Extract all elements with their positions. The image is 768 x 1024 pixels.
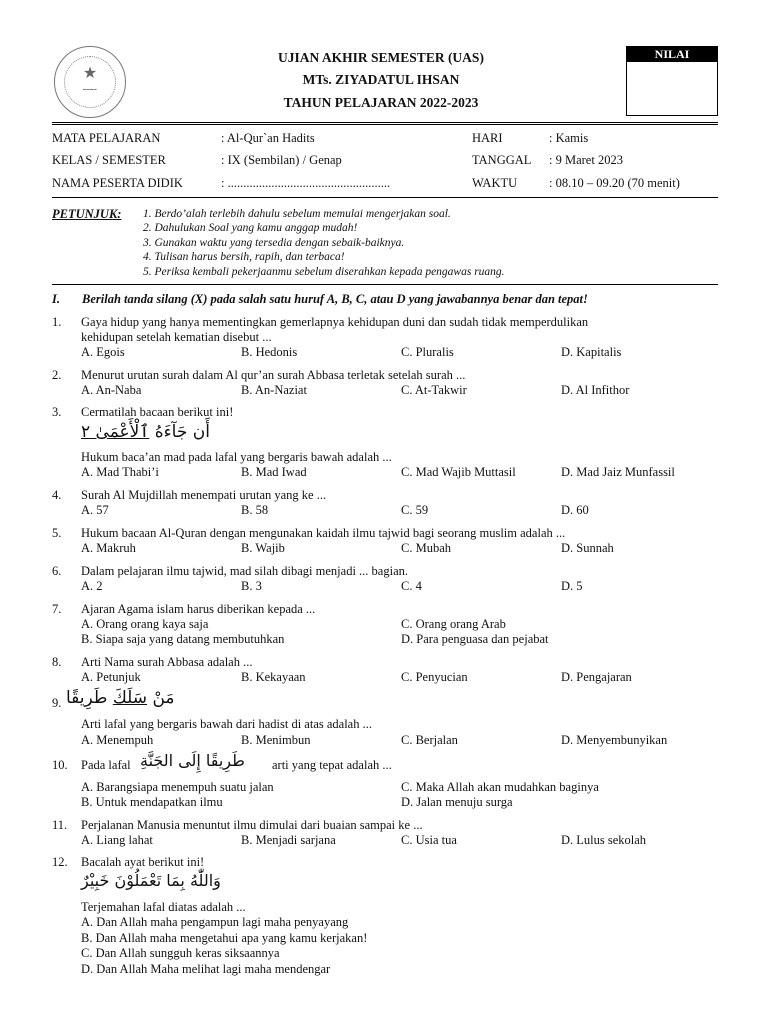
date-label: TANGGAL — [472, 153, 532, 167]
option-b[interactable]: B. Siapa saja yang datang membutuhkan — [81, 632, 285, 646]
instruction-item: 5. Periksa kembali pekerjaanmu sebelum diserahkan kepada pengawas ruang. — [143, 266, 505, 278]
section-instruction: Berilah tanda silang (X) pada salah satu huruf A, B, C, atau D yang jawabannya benar dan tepat! — [82, 292, 588, 306]
section-number: I. — [52, 292, 60, 306]
exam-title: UJIAN AKHIR SEMESTER (UAS) — [278, 50, 484, 65]
question-text-cont: kehidupan setelah kematian disebut ... — [81, 330, 272, 344]
question-text: Hukum bacaan Al-Quran dengan mengunakan kaidah ilmu tajwid bagi seorang muslim adalah ... — [81, 526, 566, 540]
day-value: : Kamis — [549, 131, 589, 145]
option-d[interactable]: D. Jalan menuju surga — [401, 795, 513, 809]
option-c[interactable]: C. 4 — [401, 579, 422, 593]
option-c[interactable]: C. Orang orang Arab — [401, 617, 506, 631]
score-box[interactable] — [626, 46, 718, 116]
day-label: HARI — [472, 131, 503, 145]
question-text: Arti lafal yang bergaris bawah dari hadist di atas adalah ... — [81, 717, 372, 731]
option-c[interactable]: C. Mad Wajib Muttasil — [401, 465, 516, 479]
question-text: Ajaran Agama islam harus diberikan kepada ... — [81, 602, 316, 616]
question-text: Dalam pelajaran ilmu tajwid, mad silah dibagi menjadi ... bagian. — [81, 564, 408, 578]
option-c[interactable]: C. Mubah — [401, 541, 451, 555]
question-text: Cermatilah bacaan berikut ini! — [81, 405, 234, 419]
option-a[interactable]: A. Egois — [81, 345, 125, 359]
option-a[interactable]: A. Petunjuk — [81, 670, 141, 684]
option-c[interactable]: C. At-Takwir — [401, 383, 467, 397]
score-box-label: NILAI — [627, 47, 717, 62]
student-name-field[interactable]: : .................................................... — [221, 176, 391, 190]
option-b[interactable]: B. Wajib — [241, 541, 285, 555]
question-text-cont: arti yang tepat adalah ... — [272, 758, 392, 772]
option-d[interactable]: D. Sunnah — [561, 541, 614, 555]
time-label: WAKTU — [472, 176, 518, 190]
question-text: Bacalah ayat berikut ini! — [81, 855, 205, 869]
arabic-verse — [81, 421, 210, 442]
question-number: 2. — [52, 368, 62, 382]
arabic-verse: وَاللّٰهُ بِمَا تَعْمَلُوْنَ خَبِيْرٌ — [81, 871, 221, 890]
question-text-cont: Terjemahan lafal diatas adalah ... — [81, 900, 246, 914]
option-d[interactable]: D. Al Infithor — [561, 383, 630, 397]
question-text: Arti Nama surah Abbasa adalah ... — [81, 655, 253, 669]
question-text: Menurut urutan surah dalam Al qur’an surah Abbasa terletak setelah surah ... — [81, 368, 466, 382]
option-b[interactable]: B. Menjadi sarjana — [241, 833, 336, 847]
option-c[interactable]: C. Maka Allah akan mudahkan baginya — [401, 780, 599, 794]
option-b[interactable]: B. Hedonis — [241, 345, 298, 359]
option-a[interactable]: A. Menempuh — [81, 733, 154, 747]
class-label: KELAS / SEMESTER — [52, 153, 166, 167]
option-d[interactable]: D. 5 — [561, 579, 583, 593]
option-d[interactable]: D. Mad Jaiz Munfassil — [561, 465, 675, 479]
option-d[interactable]: D. Para penguasa dan pejabat — [401, 632, 549, 646]
option-a[interactable]: A. Mad Thabi’i — [81, 465, 159, 479]
academic-year: TAHUN PELAJARAN 2022-2023 — [283, 95, 479, 110]
question-number: 5. — [52, 526, 62, 540]
question-text: Perjalanan Manusia menuntut ilmu dimulai dari buaian sampai ke ... — [81, 818, 423, 832]
option-d[interactable]: D. Kapitalis — [561, 345, 622, 359]
option-c[interactable]: C. Penyucian — [401, 670, 468, 684]
class-value: : IX (Sembilan) / Genap — [221, 153, 342, 167]
option-d[interactable]: D. Lulus sekolah — [561, 833, 647, 847]
option-b[interactable]: B. Dan Allah maha mengetahui apa yang kamu kerjakan! — [81, 931, 368, 945]
question-number: 6. — [52, 564, 62, 578]
question-number: 3. — [52, 405, 62, 419]
time-value: : 08.10 – 09.20 (70 menit) — [549, 176, 680, 190]
option-a[interactable]: A. Liang lahat — [81, 833, 153, 847]
arabic-hadith — [66, 688, 174, 708]
arabic-word-underlined: سَلَكَ — [112, 688, 148, 708]
option-b[interactable]: B. 3 — [241, 579, 262, 593]
subject-label: MATA PELAJARAN — [52, 131, 161, 145]
option-a[interactable]: A. 2 — [81, 579, 103, 593]
instruction-item: 2. Dahulukan Soal yang kamu anggap mudah! — [143, 222, 358, 234]
option-a[interactable]: A. An-Naba — [81, 383, 142, 397]
question-text: Pada lafal — [81, 758, 131, 772]
question-text: Gaya hidup yang hanya mementingkan gemerlapnya kehidupan duni dan sudah tidak memperdulikan — [81, 315, 589, 329]
question-number: 11. — [52, 818, 68, 832]
arabic-word: طَرِيقًا — [66, 688, 108, 708]
subject-value: : Al-Qur`an Hadits — [221, 131, 315, 145]
option-a[interactable]: A. 57 — [81, 503, 109, 517]
option-b[interactable]: B. Kekayaan — [241, 670, 306, 684]
question-text-cont: Hukum baca’an mad pada lafal yang bergaris bawah adalah ... — [81, 450, 392, 464]
arabic-word: مَنْ — [152, 688, 175, 708]
question-number: 8. — [52, 655, 62, 669]
header-divider — [52, 122, 718, 128]
question-number: 7. — [52, 602, 62, 616]
instructions-label: PETUNJUK: — [52, 207, 122, 221]
date-value: : 9 Maret 2023 — [549, 153, 623, 167]
question-number: 9. — [52, 696, 62, 710]
question-number: 4. — [52, 488, 62, 502]
question-text: Surah Al Mujdillah menempati urutan yang ke ... — [81, 488, 327, 502]
option-b[interactable]: B. Menimbun — [241, 733, 311, 747]
star-icon: ★ — [82, 65, 98, 82]
option-c[interactable]: C. Usia tua — [401, 833, 457, 847]
option-d[interactable]: D. Menyembunyikan — [561, 733, 668, 747]
arabic-phrase: طَرِيقًا إِلَى الجَنَّةِ — [140, 751, 245, 770]
instructions-divider — [52, 284, 718, 285]
option-b[interactable]: B. 58 — [241, 503, 269, 517]
option-c[interactable]: C. 59 — [401, 503, 429, 517]
option-d[interactable]: D. 60 — [561, 503, 589, 517]
option-c[interactable]: C. Pluralis — [401, 345, 454, 359]
logo-emblem-lines: ━━━━ — [82, 87, 98, 93]
arabic-verse-underlined: ٱلْأَعْمَىٰ ٢ — [81, 422, 150, 442]
option-a[interactable]: A. Barangsiapa menempuh suatu jalan — [81, 780, 274, 794]
instruction-item: 1. Berdo’alah terlebih dahulu sebelum memulai mengerjakan soal. — [143, 208, 451, 220]
question-number: 10. — [52, 758, 68, 772]
option-a[interactable]: A. Dan Allah maha pengampun lagi maha penyayang — [81, 915, 349, 929]
school-name: MTs. ZIYADATUL IHSAN — [302, 72, 460, 87]
school-logo — [54, 46, 126, 118]
option-a[interactable]: A. Makruh — [81, 541, 136, 555]
arabic-verse-plain: أَن جَآءَهُ — [154, 422, 210, 442]
info-divider — [52, 197, 718, 198]
instruction-item: 3. Gunakan waktu yang tersedia dengan sebaik-baiknya. — [143, 237, 405, 249]
question-number: 12. — [52, 855, 68, 869]
option-b[interactable]: B. Mad Iwad — [241, 465, 307, 479]
option-b[interactable]: B. An-Naziat — [241, 383, 307, 397]
option-b[interactable]: B. Untuk mendapatkan ilmu — [81, 795, 223, 809]
question-number: 1. — [52, 315, 62, 329]
option-a[interactable]: A. Orang orang kaya saja — [81, 617, 209, 631]
instruction-item: 4. Tulisan harus bersih, rapih, dan terbaca! — [143, 251, 345, 263]
student-name-label: NAMA PESERTA DIDIK — [52, 176, 183, 190]
option-c[interactable]: C. Dan Allah sungguh keras siksaannya — [81, 946, 280, 960]
option-d[interactable]: D. Dan Allah Maha melihat lagi maha mendengar — [81, 962, 331, 976]
option-d[interactable]: D. Pengajaran — [561, 670, 632, 684]
option-c[interactable]: C. Berjalan — [401, 733, 458, 747]
